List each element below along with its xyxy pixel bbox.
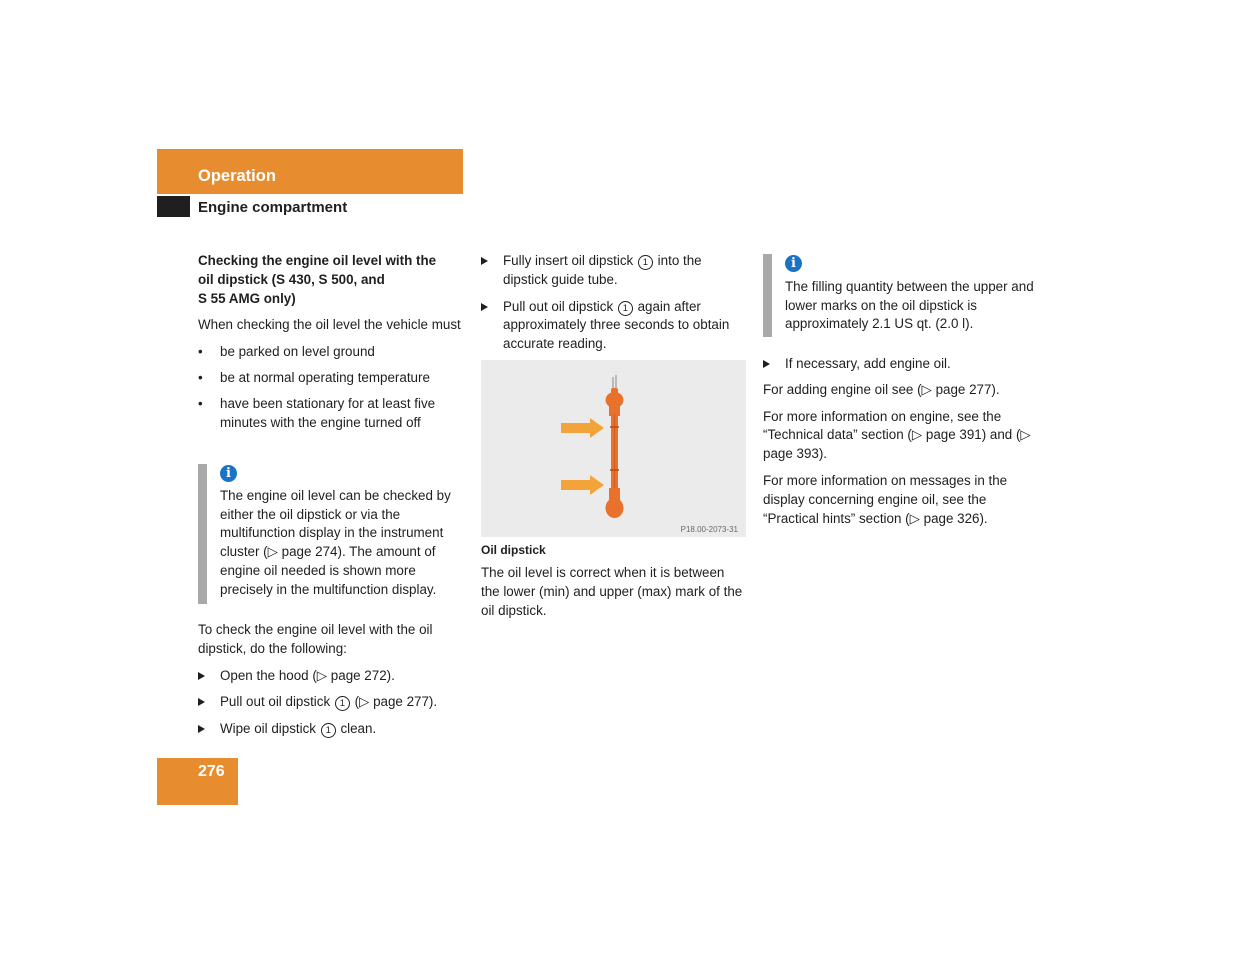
bullet-dot: •	[198, 369, 203, 385]
list-item: • have been stationary for at least five minutes with the engine turned off	[198, 395, 436, 430]
column-2	[481, 252, 746, 354]
triangle-right-icon	[198, 725, 205, 733]
triangle-right-icon	[481, 257, 488, 265]
page-number: 276	[198, 763, 225, 780]
step-item: Fully insert oil dipstick 1 into the dipstick guide tube.	[481, 252, 746, 290]
callout-number: 1	[618, 301, 633, 316]
triangle-right-icon	[481, 303, 488, 311]
bullet-dot: •	[198, 395, 203, 411]
bullet-dot: •	[198, 344, 203, 360]
dipstick-illustration	[481, 360, 746, 537]
column-1	[198, 252, 464, 432]
oil-level-text: The oil level is correct when it is between the lower (min) and upper (max) mark of the oil dipstick.	[481, 565, 743, 618]
step-item: Wipe oil dipstick 1 clean.	[198, 720, 464, 739]
subsection-title: Engine compartment	[198, 199, 348, 216]
reference-text: For adding engine oil see (▷ page 277).	[763, 381, 1000, 397]
triangle-right-icon	[198, 672, 205, 680]
dipstick-figure	[481, 360, 746, 537]
callout-number: 1	[638, 255, 653, 270]
dipstick-lower-knob	[606, 498, 624, 518]
step-item: Pull out oil dipstick 1 (▷ page 277).	[198, 693, 464, 712]
info-box	[198, 464, 464, 604]
section-title: Operation	[198, 167, 276, 185]
intro-text: When checking the oil level the vehicle must	[198, 317, 461, 333]
instruction-text: To check the engine oil level with the oil dipstick, do the following:	[198, 622, 433, 656]
reference-text: For more information on engine, see the “Technical data” section (▷ page 391) and (▷ page 393).	[763, 408, 1031, 462]
step-item: If necessary, add engine oil.	[763, 355, 1035, 374]
info-icon: i	[785, 255, 802, 272]
column-1-lower	[198, 621, 464, 739]
list-item: • be parked on level ground	[198, 343, 464, 362]
reference-text: For more information on messages in the display concerning engine oil, see the “Practical hints” section (▷ page 326).	[763, 472, 1008, 526]
bullet-list	[198, 343, 464, 432]
upper-arrow-icon	[561, 418, 604, 438]
lower-arrow-icon	[561, 475, 604, 495]
info-text: The filling quantity between the upper and lower marks on the oil dipstick is approximately 2.1 US qt. (2.0 l).	[785, 278, 1034, 332]
column-3	[763, 355, 1035, 528]
dipstick-upper-collar	[609, 404, 620, 416]
step-item: Pull out oil dipstick 1 again after approximately three seconds to obtain accurate reading.	[481, 298, 746, 354]
list-item: • be at normal operating temperature	[198, 369, 464, 388]
step-item: Open the hood (▷ page 272).	[198, 667, 464, 686]
column-2-lower	[481, 564, 743, 620]
info-icon: i	[220, 465, 237, 482]
figure-code: P18.00-2073-31	[680, 525, 738, 534]
info-text: The engine oil level can be checked by either the oil dipstick or via the multifunction display in the instrument cluster (▷ page 274). The amount of engine oil needed is shown more precisely in the multifunction display.	[220, 487, 451, 597]
callout-number: 1	[335, 696, 350, 711]
figure-caption: Oil dipstick	[481, 543, 546, 557]
triangle-right-icon	[198, 698, 205, 706]
info-box	[763, 254, 1035, 337]
procedure-heading: Checking the engine oil level with the oil dipstick (S 430, S 500, and S 55 AMG only)	[198, 253, 437, 306]
triangle-right-icon	[763, 360, 770, 368]
subsection-marker	[157, 196, 190, 217]
callout-number: 1	[321, 723, 336, 738]
